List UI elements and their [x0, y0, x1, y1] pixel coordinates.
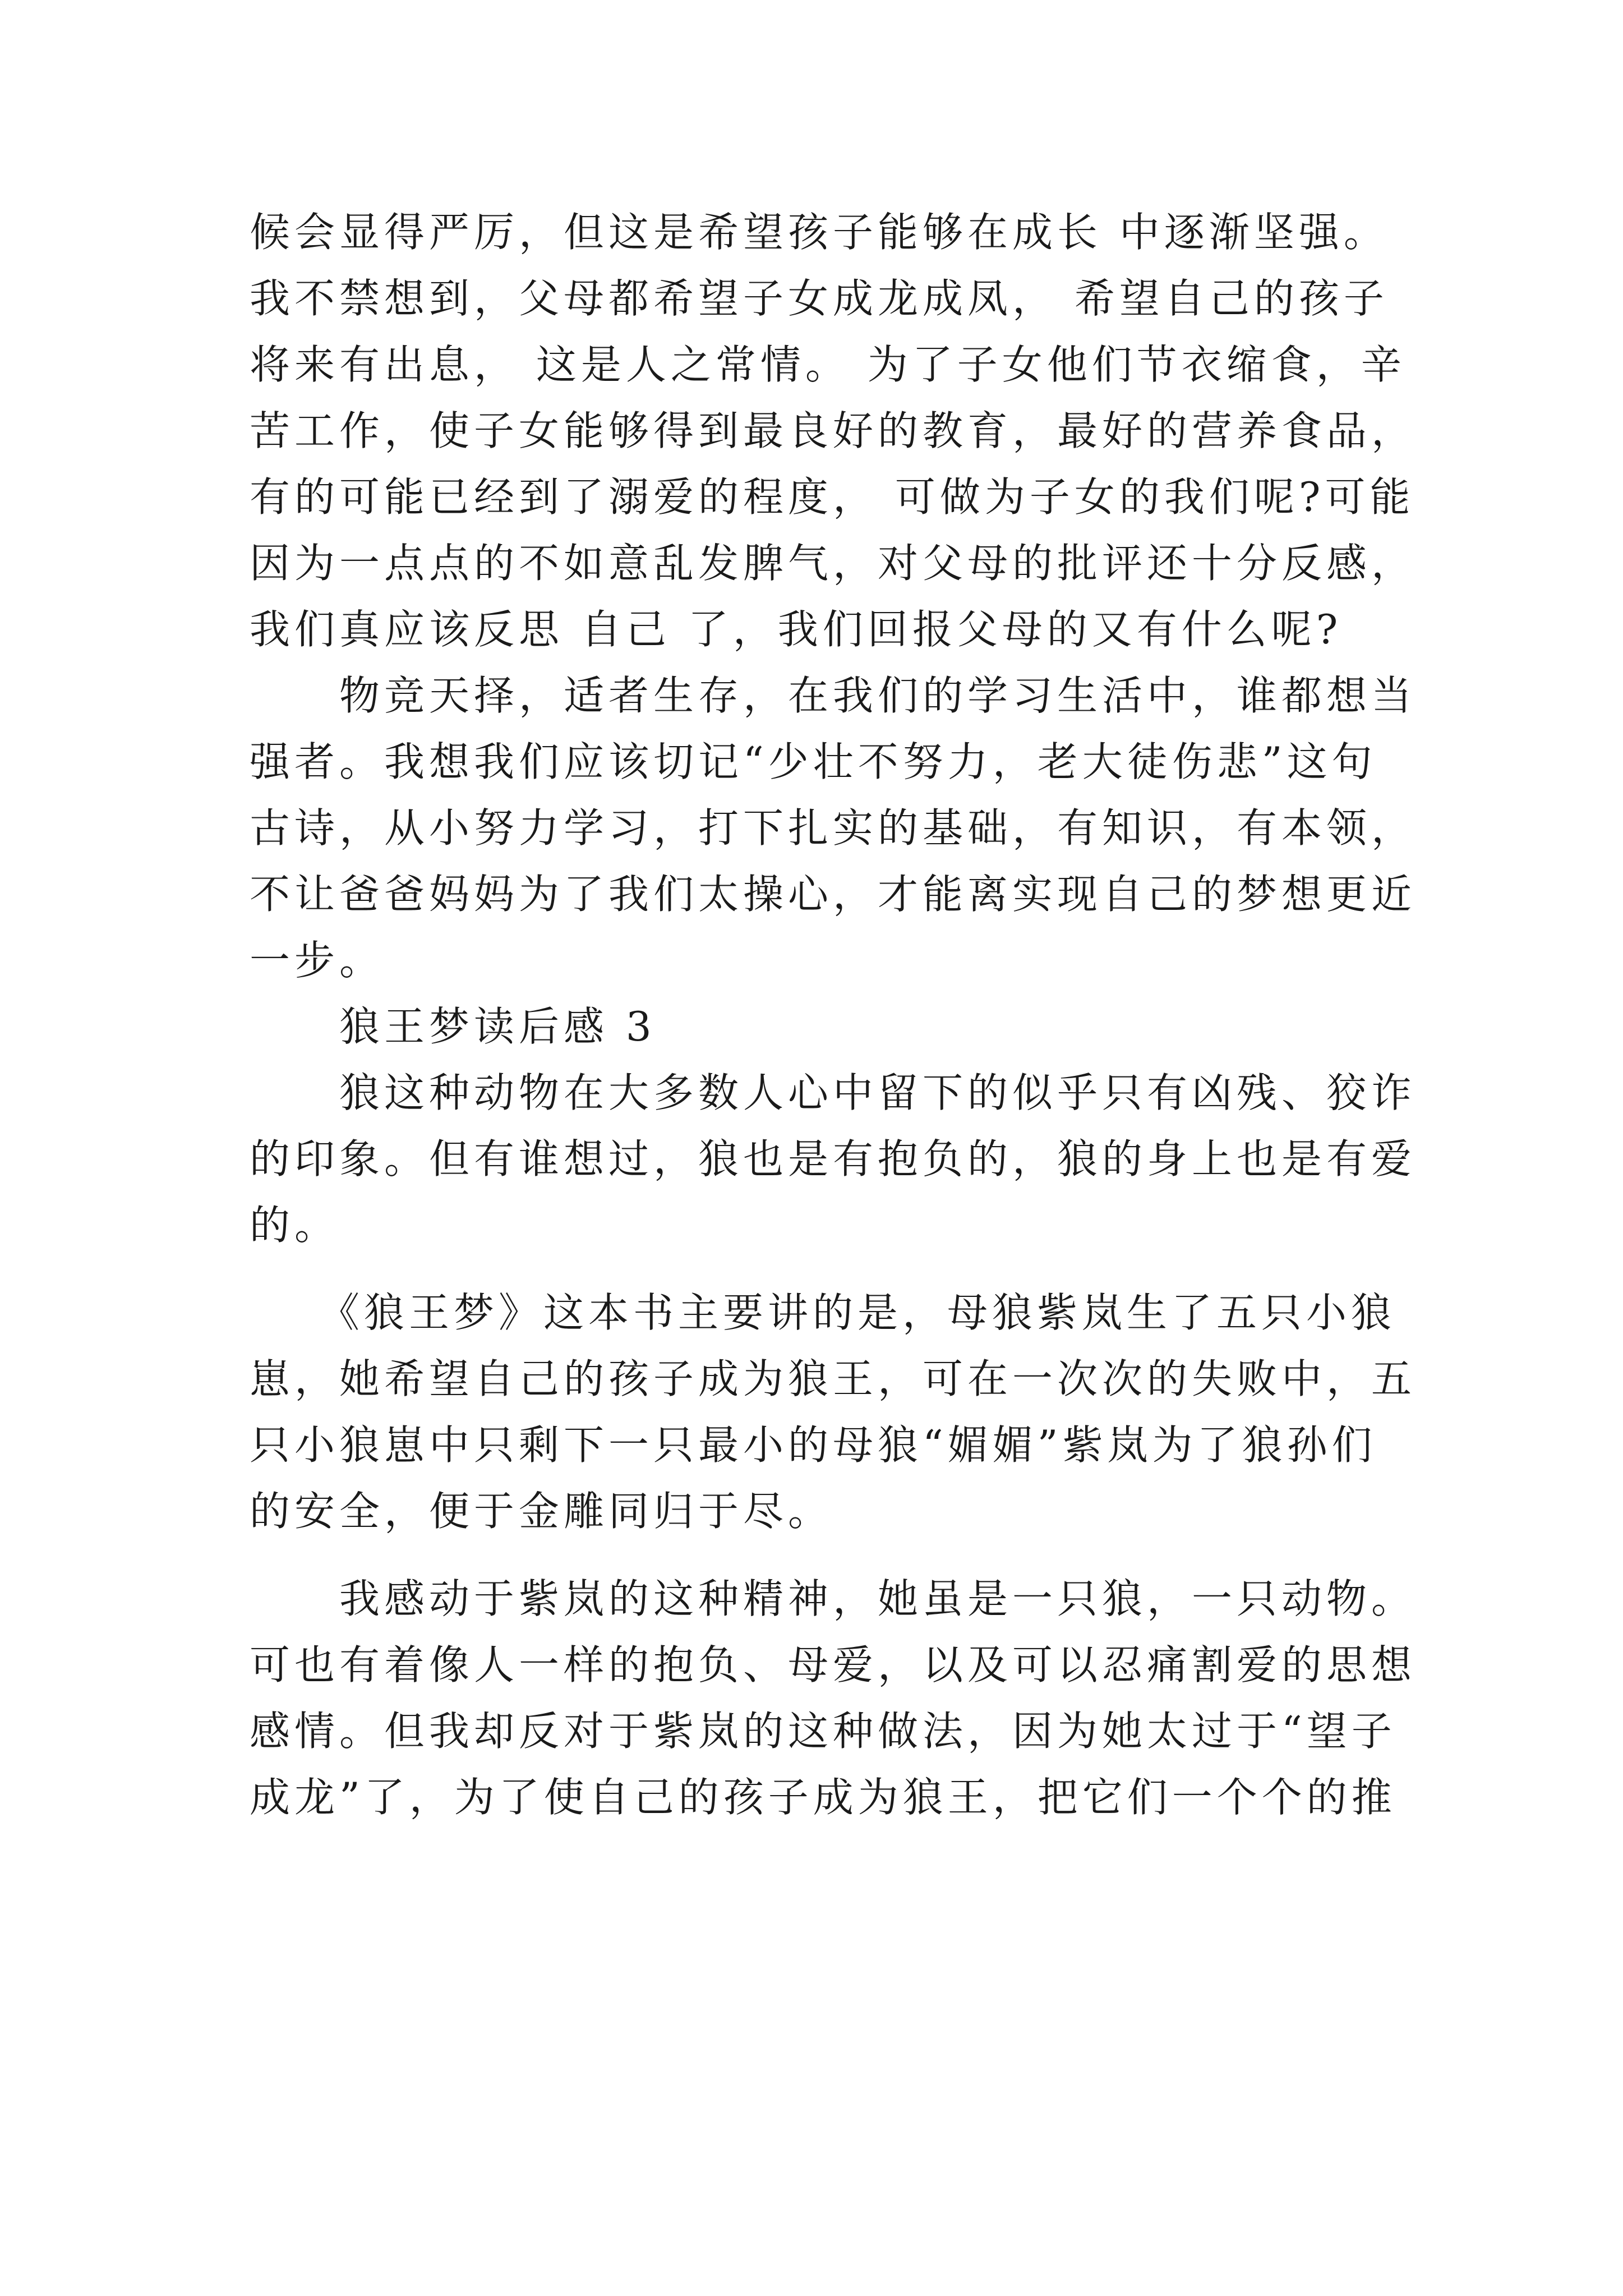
- paragraph-2: [250, 662, 1417, 993]
- text-line: 《狼王梦》这本书主要讲的是，母狼紫岚生了五只小狼: [250, 1289, 1396, 1336]
- text-line: 我感动于紫岚的这种精神，她虽是一只狼，一只动物。: [250, 1575, 1417, 1622]
- text-line: 的安全，便于金雕同归于尽。: [250, 1488, 833, 1535]
- section-heading: [250, 993, 1382, 1060]
- text-line: 可也有着像人一样的抱负、母爱，以及可以忍痛割爱的思想: [250, 1641, 1417, 1688]
- paragraph-3: [250, 1060, 1417, 1258]
- text-line: 苦工作，使子女能够得到最良好的教育，最好的营养食品，: [250, 407, 1417, 454]
- paragraph-spacer: [250, 1544, 1382, 1566]
- paragraph-1: [250, 199, 1417, 662]
- text-line: 狼这种动物在大多数人心中留下的似乎只有凶残、狡诈: [250, 1069, 1417, 1116]
- text-line: 物竞天择，适者生存，在我们的学习生活中，谁都想当: [250, 672, 1417, 719]
- text-line: 有的可能已经到了溺爱的程度， 可做为子女的我们呢?可能: [250, 473, 1415, 521]
- text-line: 一步。: [250, 937, 385, 984]
- text-line: 我们真应该反思 自己 了，我们回报父母的又有什么呢?: [250, 606, 1343, 653]
- text-line: 的。: [250, 1202, 340, 1249]
- text-line: 将来有出息， 这是人之常情。 为了子女他们节衣缩食，辛: [250, 341, 1406, 388]
- text-line: 强者。我想我们应该切记“少壮不努力，老大徒伤悲”这句: [250, 738, 1377, 785]
- paragraph-5: [250, 1566, 1417, 1830]
- text-line: 古诗，从小努力学习，打下扎实的基础，有知识，有本领，: [250, 804, 1417, 852]
- text-line: 成龙”了，为了使自己的孩子成为狼王，把它们一个个的推: [250, 1774, 1396, 1821]
- text-line: 感情。但我却反对于紫岚的这种做法，因为她太过于“望子: [250, 1708, 1396, 1755]
- paragraph-4: [250, 1280, 1417, 1544]
- text-line: 的印象。但有谁想过，狼也是有抱负的，狼的身上也是有爱: [250, 1135, 1417, 1182]
- text-line: 不让爸爸妈妈为了我们太操心，才能离实现自己的梦想更近: [250, 871, 1417, 918]
- text-line: 我不禁想到，父母都希望子女成龙成凤， 希望自己的孩子: [250, 275, 1389, 322]
- text-line: 因为一点点的不如意乱发脾气，对父母的批评还十分反感，: [250, 540, 1417, 587]
- paragraph-spacer: [250, 1258, 1382, 1280]
- text-line: 只小狼崽中只剩下一只最小的母狼“媚媚”紫岚为了狼孙们: [250, 1421, 1377, 1469]
- heading-line: 狼王梦读后感 3: [250, 1003, 656, 1050]
- text-line: 崽，她希望自己的孩子成为狼王，可在一次次的失败中，五: [250, 1355, 1417, 1402]
- document-body: [250, 199, 1417, 1830]
- text-line: 候会显得严厉，但这是希望孩子能够在成长 中逐渐坚强。: [250, 209, 1389, 256]
